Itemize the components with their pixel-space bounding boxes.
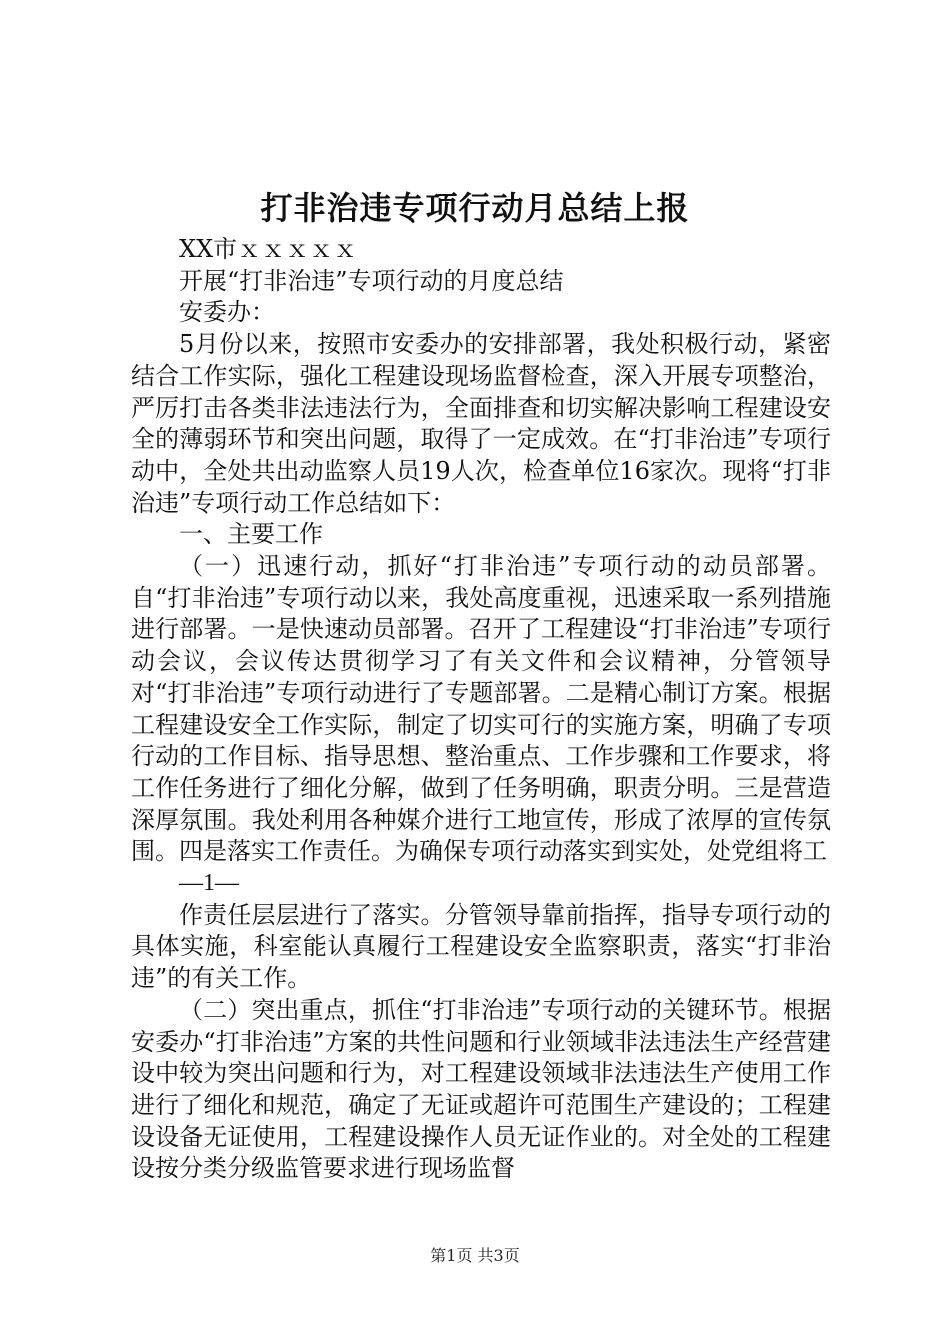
continuation-paragraph: 作责任层层进行了落实。分管领导靠前指挥，指导专项行动的具体实施，科室能认真履行工程建设安全监察职责，落实“打非治违”的有关工作。 [131, 900, 831, 993]
inline-page-marker: —1— [179, 870, 239, 897]
intro-paragraph: 5月份以来，按照市安委办的安排部署，我处积极行动，紧密结合工作实际，强化工程建设现场监督检查，深入开展专项整治，严厉打击各类非法违法行为，全面排查和切实解决影响工程建设安全的薄弱环节和突出问题，取得了一定成效。在“打非治违”专项行动中，全处共出动监察人员19人次，检查单位16家次。现将“打非治违”专项行动工作总结如下： [131, 330, 831, 517]
document-body [131, 234, 831, 1185]
page-footer: 第1页 共3页 [430, 1246, 520, 1265]
document-title: 打非治违专项行动月总结上报 [260, 189, 690, 227]
sender-line: XX市ｘｘｘｘｘ [179, 235, 358, 263]
subsection-one-paragraph: （一）迅速行动，抓好“打非治违”专项行动的动员部署。自“打非治违”专项行动以来，我处高度重视，迅速采取一系列措施进行部署。一是快速动员部署。召开了工程建设“打非治违”专项行动会议，会议传达贯彻学习了有关文件和会议精神，分管领导对“打非治违”专项行动进行了专题部署。二是精心制订方案。根据工程建设安全工作实际，制定了切实可行的实施方案，明确了专项行动的工作目标、指导思想、整治重点、工作步骤和工作要求，将工作任务进行了细化分解，做到了任务明确，职责分明。三是营造深厚氛围。我处利用各种媒介进行工地宣传，形成了浓厚的宣传氛围。四是落实工作责任。为确保专项行动落实到实处，处党组将工 [131, 552, 831, 866]
subsection-two-paragraph: （二）突出重点，抓住“打非治违”专项行动的关键环节。根据安委办“打非治违”方案的共性问题和行业领域非法违法生产经营建设中较为突出问题和行为，对工程建设领域非法违法生产使用工作进行了细化和规范，确定了无证或超许可范围生产建设的；工程建设设备无证使用，工程建设操作人员无证作业的。对全处的工程建设按分类分级监管要求进行现场监督 [131, 995, 831, 1183]
subject-line: 开展“打非治违”专项行动的月度总结 [179, 266, 564, 295]
recipient-line: 安委办： [179, 298, 275, 327]
section-heading: 一、主要工作 [179, 520, 323, 549]
